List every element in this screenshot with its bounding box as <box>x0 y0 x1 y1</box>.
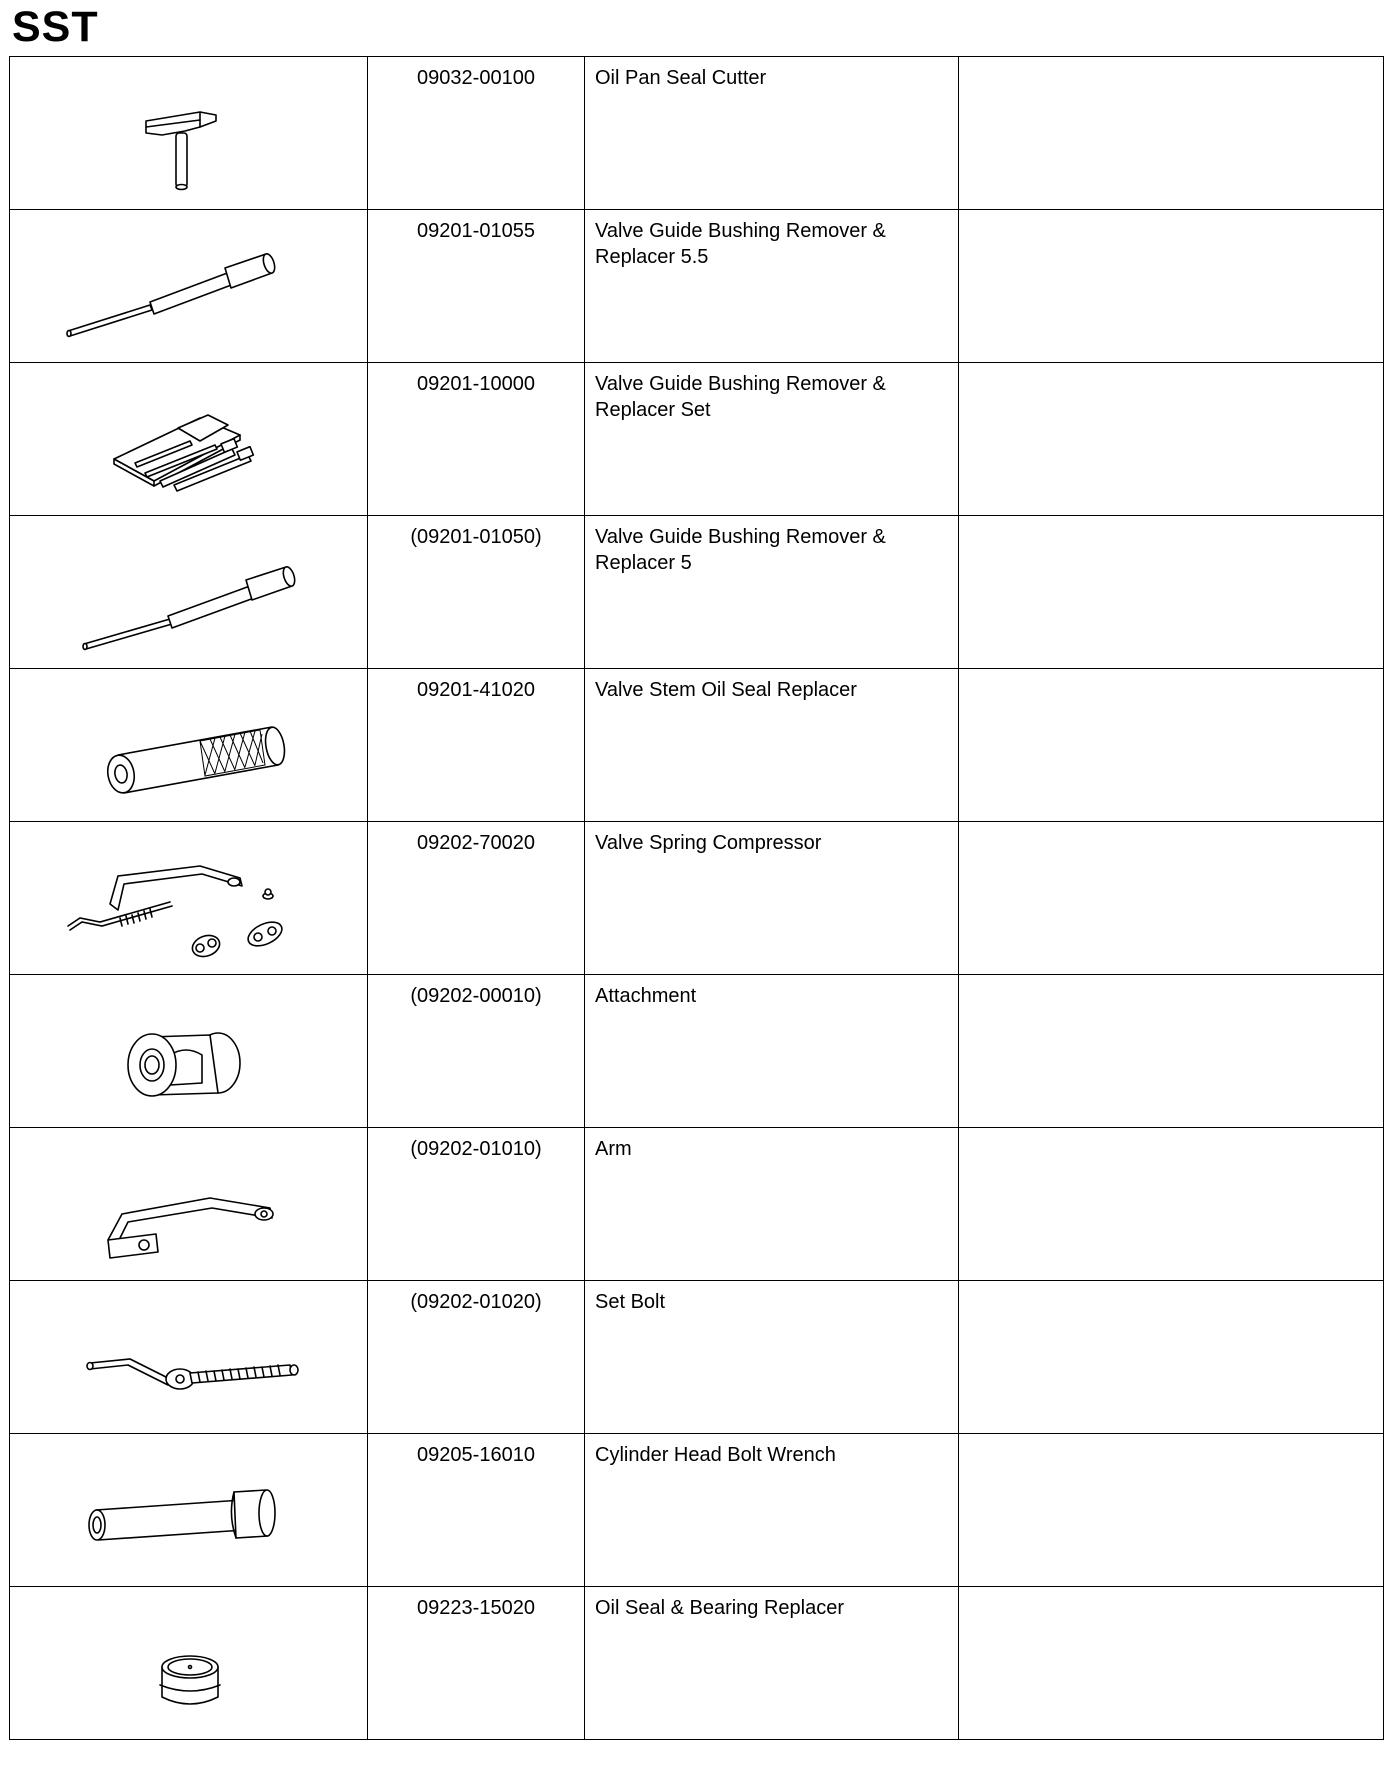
tool-name: Valve Guide Bushing Remover & Replacer 5.5 <box>585 210 959 363</box>
part-number: 09202-70020 <box>368 822 585 975</box>
tool-illustration-cell <box>10 975 368 1128</box>
cup-replacer-icon <box>10 1587 368 1740</box>
tool-note <box>959 1587 1384 1740</box>
tool-illustration-cell <box>10 363 368 516</box>
part-number: 09223-15020 <box>368 1587 585 1740</box>
tool-illustration-cell <box>10 822 368 975</box>
tool-note <box>959 1128 1384 1281</box>
table-row <box>10 1281 1384 1434</box>
part-number: 09201-41020 <box>368 669 585 822</box>
tool-note <box>959 822 1384 975</box>
part-number: (09202-01020) <box>368 1281 585 1434</box>
tool-note <box>959 210 1384 363</box>
tool-illustration-cell <box>10 1281 368 1434</box>
table-row <box>10 210 1384 363</box>
part-number: (09202-00010) <box>368 975 585 1128</box>
tool-illustration-cell <box>10 210 368 363</box>
tool-name: Oil Seal & Bearing Replacer <box>585 1587 959 1740</box>
tool-name: Cylinder Head Bolt Wrench <box>585 1434 959 1587</box>
tool-illustration-cell <box>10 669 368 822</box>
tool-note <box>959 669 1384 822</box>
tool-note <box>959 516 1384 669</box>
tool-illustration-cell <box>10 516 368 669</box>
part-number: 09201-01055 <box>368 210 585 363</box>
tool-set-icon <box>10 363 368 516</box>
tool-name: Oil Pan Seal Cutter <box>585 57 959 210</box>
long-drift-icon <box>10 210 368 363</box>
part-number: 09205-16010 <box>368 1434 585 1587</box>
tool-name: Valve Stem Oil Seal Replacer <box>585 669 959 822</box>
tool-note <box>959 57 1384 210</box>
set-bolt-icon <box>10 1281 368 1434</box>
tool-name: Valve Guide Bushing Remover & Replacer Set <box>585 363 959 516</box>
tool-note <box>959 363 1384 516</box>
table-row <box>10 57 1384 210</box>
spring-compressor-kit-icon <box>10 822 368 975</box>
tool-name: Set Bolt <box>585 1281 959 1434</box>
part-number: (09202-01010) <box>368 1128 585 1281</box>
table-row <box>10 1587 1384 1740</box>
table-row <box>10 1434 1384 1587</box>
table-row <box>10 669 1384 822</box>
tool-note <box>959 975 1384 1128</box>
tool-name: Arm <box>585 1128 959 1281</box>
knurled-sleeve-icon <box>10 669 368 822</box>
table-row <box>10 516 1384 669</box>
table-row <box>10 363 1384 516</box>
page-title: SST <box>12 3 99 51</box>
tool-name: Valve Spring Compressor <box>585 822 959 975</box>
attachment-icon <box>10 975 368 1128</box>
tool-illustration-cell <box>10 1128 368 1281</box>
part-number: 09201-10000 <box>368 363 585 516</box>
tool-name: Attachment <box>585 975 959 1128</box>
socket-wrench-icon <box>10 1434 368 1587</box>
part-number: 09032-00100 <box>368 57 585 210</box>
arm-icon <box>10 1128 368 1281</box>
seal-cutter-icon <box>10 57 368 210</box>
table-row <box>10 975 1384 1128</box>
tool-illustration-cell <box>10 57 368 210</box>
sst-table <box>9 56 1384 1740</box>
long-drift-icon <box>10 516 368 669</box>
tool-illustration-cell <box>10 1587 368 1740</box>
tool-note <box>959 1434 1384 1587</box>
part-number: (09201-01050) <box>368 516 585 669</box>
table-row <box>10 1128 1384 1281</box>
tool-note <box>959 1281 1384 1434</box>
tool-illustration-cell <box>10 1434 368 1587</box>
table-row <box>10 822 1384 975</box>
tool-name: Valve Guide Bushing Remover & Replacer 5 <box>585 516 959 669</box>
